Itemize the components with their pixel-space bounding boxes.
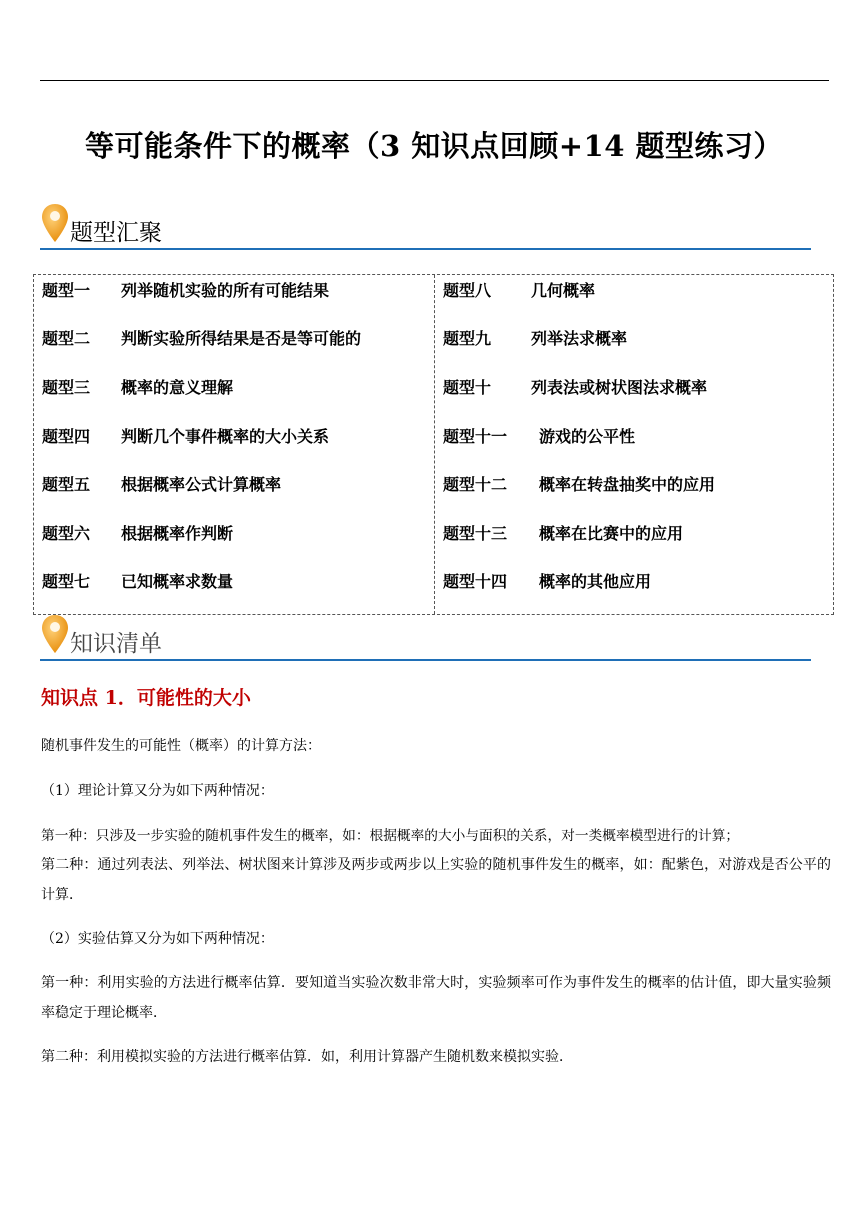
type-item: 题型十三 概率在比赛中的应用 bbox=[443, 524, 684, 543]
type-item: 题型一 列举随机实验的所有可能结果 bbox=[42, 281, 330, 300]
type-item: 题型四 判断几个事件概率的大小关系 bbox=[42, 427, 330, 446]
page-title: 等可能条件下的概率（3 知识点回顾+14 题型练习） bbox=[84, 129, 784, 163]
type-item: 题型七 已知概率求数量 bbox=[42, 572, 234, 591]
type-item: 题型十一 游戏的公平性 bbox=[443, 427, 636, 446]
section-label: 题型汇聚 bbox=[70, 220, 162, 246]
type-item: 题型十 列表法或树状图法求概率 bbox=[443, 378, 708, 397]
paragraph: 第一种：利用实验的方法进行概率估算．要知道当实验次数非常大时，实验频率可作为事件发生的概率的估计值，即大量实验频率稳定于理论概率． bbox=[41, 975, 831, 1021]
header-rule bbox=[40, 80, 829, 81]
knowledge-point-title: 知识点 1．可能性的大小 bbox=[41, 687, 251, 709]
type-item: 题型二 判断实验所得结果是否是等可能的 bbox=[42, 329, 362, 348]
section-label: 知识清单 bbox=[70, 631, 162, 657]
location-pin-icon bbox=[40, 613, 70, 655]
section-header-types bbox=[40, 202, 811, 250]
location-pin-icon bbox=[40, 202, 70, 244]
type-item: 题型九 列举法求概率 bbox=[443, 329, 628, 348]
paragraph: （2）实验估算又分为如下两种情况： bbox=[41, 931, 274, 947]
paragraph: （1）理论计算又分为如下两种情况： bbox=[41, 783, 274, 799]
paragraph: 第二种：利用模拟实验的方法进行概率估算．如，利用计算器产生随机数来模拟实验． bbox=[41, 1049, 573, 1065]
type-item: 题型十二 概率在转盘抽奖中的应用 bbox=[443, 475, 716, 494]
section-header-knowledge bbox=[40, 613, 811, 661]
paragraph: 第一种：只涉及一步实验的随机事件发生的概率，如：根据概率的大小与面积的关系，对一类概率模型进行的计算； bbox=[41, 828, 740, 844]
paragraph: 随机事件发生的可能性（概率）的计算方法： bbox=[41, 738, 321, 754]
paragraph: 第二种：通过列表法、列举法、树状图来计算涉及两步或两步以上实验的随机事件发生的概率，如：配紫色，对游戏是否公平的计算． bbox=[41, 857, 831, 903]
type-item: 题型十四 概率的其他应用 bbox=[443, 572, 652, 591]
table-divider bbox=[434, 275, 435, 614]
type-item: 题型五 根据概率公式计算概率 bbox=[42, 475, 282, 494]
type-item: 题型三 概率的意义理解 bbox=[42, 378, 234, 397]
type-item: 题型八 几何概率 bbox=[443, 281, 596, 300]
question-types-table bbox=[33, 274, 834, 615]
type-item: 题型六 根据概率作判断 bbox=[42, 524, 234, 543]
